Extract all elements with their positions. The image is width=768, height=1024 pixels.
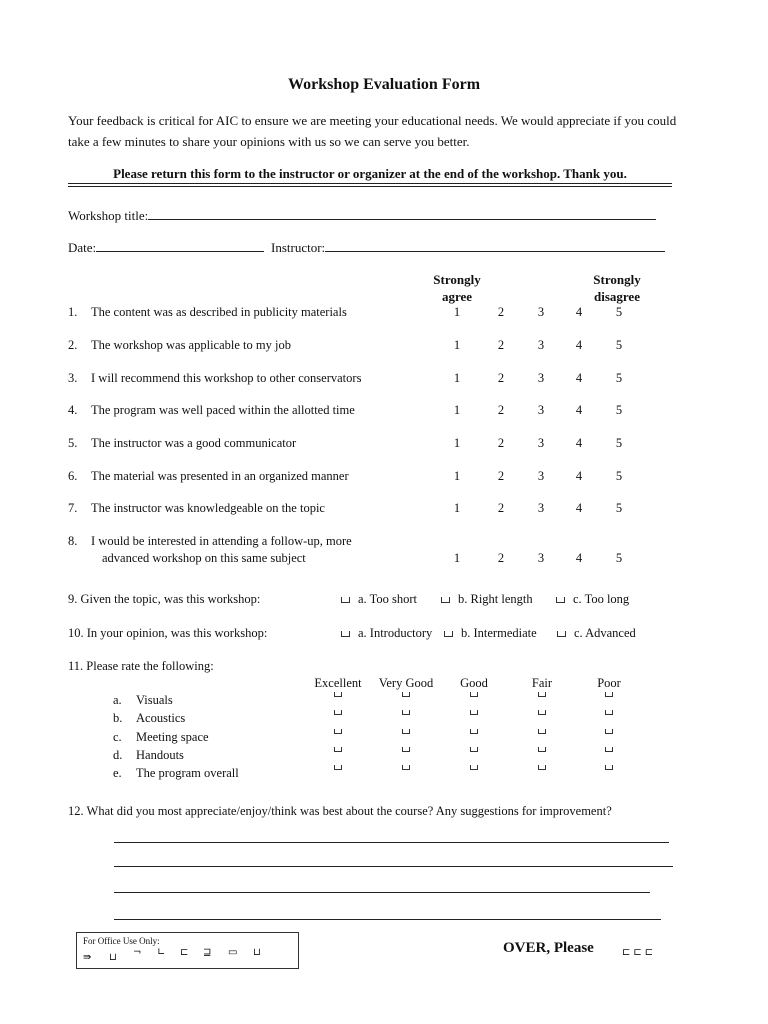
scale-option-1[interactable]: 1: [453, 551, 461, 565]
scale-option-5[interactable]: 5: [615, 501, 623, 515]
workshop-title-label: Workshop title:: [68, 208, 149, 223]
statement-number: 2.: [68, 338, 78, 352]
rating-item-letter: d.: [113, 748, 123, 762]
scale-option-1[interactable]: 1: [453, 403, 461, 417]
equal-icon: ⊒: [203, 947, 212, 958]
checkbox-icon[interactable]: [557, 631, 566, 637]
rating-item-label: Meeting space: [136, 730, 209, 744]
scale-option-2[interactable]: 2: [497, 371, 505, 385]
rating-checkbox-icon[interactable]: [470, 710, 478, 715]
statement-text: The program was well paced within the allotted time: [91, 403, 355, 417]
checkbox-icon: ⊔: [253, 947, 261, 958]
return-notice: Please return this form to the instructor or organizer at the end of the workshop. Thank you.: [113, 166, 627, 181]
scale-option-4[interactable]: 4: [575, 338, 583, 352]
rating-item-label: Handouts: [136, 748, 184, 762]
answer-line[interactable]: [114, 919, 661, 920]
scale-option-3[interactable]: 3: [537, 305, 545, 319]
statement-number: 8.: [68, 534, 78, 548]
answer-line[interactable]: [114, 842, 669, 843]
scale-option-3[interactable]: 3: [537, 501, 545, 515]
scale-option-3[interactable]: 3: [537, 551, 545, 565]
q10-option-b[interactable]: b. Intermediate: [444, 626, 537, 641]
divider-line: [68, 186, 672, 187]
scale-option-4[interactable]: 4: [575, 551, 583, 565]
scale-option-5[interactable]: 5: [615, 338, 623, 352]
rating-checkbox-icon[interactable]: [538, 747, 546, 752]
statement-number: 6.: [68, 469, 78, 483]
rating-checkbox-icon[interactable]: [334, 692, 342, 697]
answer-line[interactable]: [114, 866, 673, 867]
rating-checkbox-icon[interactable]: [605, 747, 613, 752]
scale-option-5[interactable]: 5: [615, 436, 623, 450]
rating-checkbox-icon[interactable]: [402, 729, 410, 734]
scale-option-4[interactable]: 4: [575, 403, 583, 417]
rating-checkbox-icon[interactable]: [402, 710, 410, 715]
scale-option-1[interactable]: 1: [453, 501, 461, 515]
rating-checkbox-icon[interactable]: [334, 710, 342, 715]
square-icon: ▭: [228, 947, 238, 958]
statement-text-continued: advanced workshop on this same subject: [102, 551, 306, 565]
checkbox-icon[interactable]: [341, 597, 350, 603]
scale-option-4[interactable]: 4: [575, 371, 583, 385]
statement-text: The instructor was a good communicator: [91, 436, 297, 450]
q11-label: 11. Please rate the following:: [68, 659, 214, 673]
workshop-title-field[interactable]: [68, 206, 656, 224]
strongly-disagree-header: Strongly disagree: [593, 272, 641, 304]
rating-checkbox-icon[interactable]: [334, 747, 342, 752]
rating-item-label: The program overall: [136, 766, 239, 780]
arrow-icon: ⇛: [83, 952, 92, 963]
scale-option-2[interactable]: 2: [497, 305, 505, 319]
q9-option-a[interactable]: a. Too short: [341, 592, 417, 607]
rating-item-letter: e.: [113, 766, 122, 780]
statement-number: 4.: [68, 403, 78, 417]
statement-number: 3.: [68, 371, 78, 385]
rating-column-header: Poor: [597, 676, 621, 690]
rating-checkbox-icon[interactable]: [402, 747, 410, 752]
statement-text: The material was presented in an organized manner: [91, 469, 349, 483]
rating-checkbox-icon[interactable]: [605, 710, 613, 715]
q9-label: 9. Given the topic, was this workshop:: [68, 592, 261, 606]
date-field[interactable]: [68, 238, 264, 256]
scale-option-2[interactable]: 2: [497, 469, 505, 483]
corner-icon: ¬: [133, 947, 142, 958]
scale-option-3[interactable]: 3: [537, 338, 545, 352]
scale-option-3[interactable]: 3: [537, 403, 545, 417]
scale-option-5[interactable]: 5: [615, 469, 623, 483]
q9-option-b[interactable]: b. Right length: [441, 592, 533, 607]
rating-checkbox-icon[interactable]: [538, 692, 546, 697]
statement-text: The instructor was knowledgeable on the topic: [91, 501, 325, 515]
statement-text: The workshop was applicable to my job: [91, 338, 291, 352]
scale-option-2[interactable]: 2: [497, 436, 505, 450]
office-use-label: For Office Use Only:: [83, 936, 160, 946]
scale-option-3[interactable]: 3: [537, 469, 545, 483]
over-please-label: OVER, Please: [503, 940, 594, 956]
q10-label: 10. In your opinion, was this workshop:: [68, 626, 268, 640]
scale-option-5[interactable]: 5: [615, 371, 623, 385]
q9-option-c[interactable]: c. Too long: [556, 592, 629, 607]
scale-option-4[interactable]: 4: [575, 305, 583, 319]
rating-checkbox-icon[interactable]: [470, 747, 478, 752]
scale-option-1[interactable]: 1: [453, 469, 461, 483]
rating-checkbox-icon[interactable]: [470, 692, 478, 697]
strongly-agree-header: Strongly agree: [433, 272, 481, 304]
statement-text: I will recommend this workshop to other conservators: [91, 371, 362, 385]
rating-checkbox-icon[interactable]: [402, 765, 410, 770]
scale-option-2[interactable]: 2: [497, 338, 505, 352]
rating-column-header: Fair: [531, 676, 553, 690]
rating-column-header: Good: [460, 676, 488, 690]
form-title: Workshop Evaluation Form: [287, 76, 481, 93]
q10-option-c[interactable]: c. Advanced: [557, 626, 636, 641]
statement-number: 1.: [68, 305, 78, 319]
scale-option-4[interactable]: 4: [575, 501, 583, 515]
scale-option-2[interactable]: 2: [497, 403, 505, 417]
corner-icon: ∟: [157, 947, 166, 958]
tick-icon: ⊔: [109, 952, 117, 963]
checkbox-icon[interactable]: [556, 597, 565, 603]
instructor-field[interactable]: [271, 238, 665, 256]
checkbox-icon[interactable]: [444, 631, 453, 637]
rating-checkbox-icon[interactable]: [334, 765, 342, 770]
rating-checkbox-icon[interactable]: [538, 729, 546, 734]
rating-checkbox-icon[interactable]: [538, 710, 546, 715]
checkbox-icon[interactable]: [441, 597, 450, 603]
rating-item-letter: b.: [113, 711, 123, 725]
answer-line[interactable]: [114, 892, 650, 893]
rating-item-label: Visuals: [136, 693, 173, 707]
scale-option-5[interactable]: 5: [615, 403, 623, 417]
instructor-label: Instructor:: [271, 240, 326, 255]
scale-option-3[interactable]: 3: [537, 436, 545, 450]
rating-item-label: Acoustics: [136, 711, 186, 725]
statement-number: 5.: [68, 436, 78, 450]
rating-column-header: Excellent: [314, 676, 362, 690]
scale-option-1[interactable]: 1: [453, 371, 461, 385]
scale-option-4[interactable]: 4: [575, 436, 583, 450]
rating-item-letter: c.: [113, 730, 122, 744]
scale-option-1[interactable]: 1: [453, 338, 461, 352]
rating-column-header: Very Good: [378, 676, 434, 690]
q10-option-a[interactable]: a. Introductory: [341, 626, 432, 641]
scale-option-1[interactable]: 1: [453, 305, 461, 319]
scale-option-2[interactable]: 2: [497, 551, 505, 565]
checkbox-icon[interactable]: [341, 631, 350, 637]
statement-text: I would be interested in attending a follow-up, more: [91, 534, 352, 548]
divider-line: [68, 183, 672, 184]
scale-option-1[interactable]: 1: [453, 436, 461, 450]
q12-label: 12. What did you most appreciate/enjoy/think was best about the course? Any suggestions for improvement?: [68, 804, 612, 818]
over-arrows-icon: ⊏⊏⊏: [622, 947, 657, 958]
scale-option-3[interactable]: 3: [537, 371, 545, 385]
rating-checkbox-icon[interactable]: [470, 765, 478, 770]
intro-paragraph: Your feedback is critical for AIC to ensure we are meeting your educational needs. We would appreciate if you could take a few minutes to share your opinions with us so we can serve you better.: [68, 113, 677, 149]
date-label: Date:: [68, 240, 97, 255]
scale-option-5[interactable]: 5: [615, 305, 623, 319]
rating-item-letter: a.: [113, 693, 122, 707]
rating-checkbox-icon[interactable]: [538, 765, 546, 770]
scale-option-5[interactable]: 5: [615, 551, 623, 565]
scale-option-2[interactable]: 2: [497, 501, 505, 515]
minus-icon: ⊏: [180, 947, 189, 958]
rating-checkbox-icon[interactable]: [334, 729, 342, 734]
statement-text: The content was as described in publicity materials: [91, 305, 347, 319]
rating-checkbox-icon[interactable]: [605, 765, 613, 770]
office-use-box: [76, 932, 299, 969]
rating-checkbox-icon[interactable]: [605, 692, 613, 697]
statement-number: 7.: [68, 501, 78, 515]
scale-option-4[interactable]: 4: [575, 469, 583, 483]
rating-checkbox-icon[interactable]: [605, 729, 613, 734]
rating-checkbox-icon[interactable]: [470, 729, 478, 734]
rating-checkbox-icon[interactable]: [402, 692, 410, 697]
